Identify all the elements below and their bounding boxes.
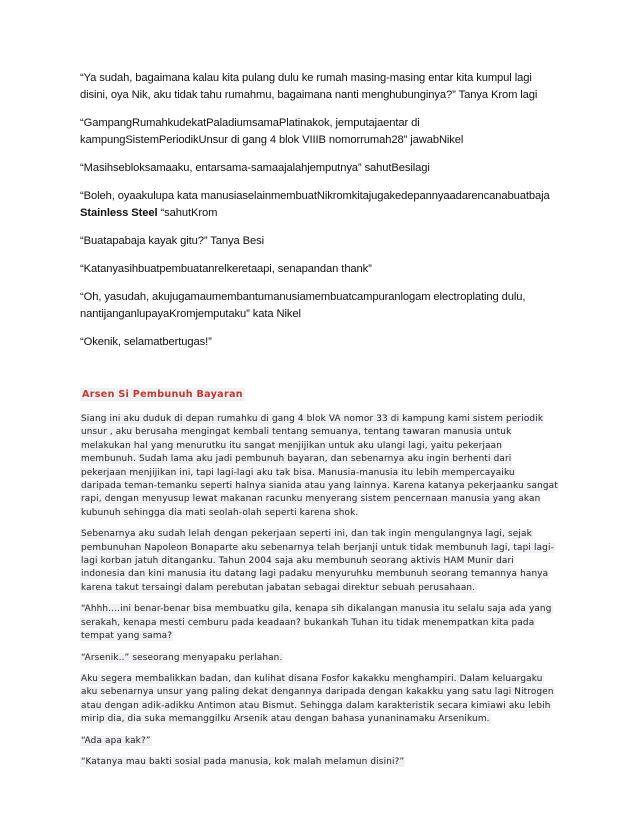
paragraph-5: “Buatapabaja kayak gitu?” Tanya Besi [80,235,265,247]
story-paragraph [80,603,558,643]
story-paragraph [80,413,558,520]
paragraph-4-bold: Stainless Steel [80,207,158,219]
paragraph-8: “Okenik, selamatbertugas!” [80,336,212,348]
document-page [80,70,558,777]
paragraph-4-tail: “sahutKrom [160,207,218,219]
story-paragraph-text: “Katanya mau bakti sosial pada manusia, kok malah melamun disini?” [81,756,405,767]
paragraph-4 [80,188,558,222]
story-paragraph-text: “Arsenik..” seseorang menyapaku perlahan. [81,652,283,663]
story-paragraph-text: “Ada apa kak?” [81,735,151,746]
paragraph-2: “GampangRumahkudekatPaladiumsamaPlatinakok, jemputajaentar di kampungSistemPeriodikUnsur di gang 4 blok VIIIB nomorrumah28” jawabNikel [80,117,464,146]
story-paragraph-text: Siang ini aku duduk di depan rumahku di gang 4 blok VA nomor 33 di kampung kami sistem periodik unsur , aku berusaha mengingat kembali tentang semuanya, tentang tawaran manusia untuk melakukan hal yang menurutku itu sangat menjijikan untuk aku ulangi lagi, yaitu pekerjaan membunuh. Sudah lama aku jadi pembunuh bayaran, dan sebenarnya aku ingin berhenti dari pekerjaan menjijikan ini, tapi lagi-lagi aku tak bisa. Manusia-manusia itu lebih mempercayaiku daripada teman-temanku seperti halnya sianida atau yang lainnya. Karena katanya pekerjaanku sangat rapi, dengan menyusup lewat makanan racunku menyerang sistem pencernaan manusia yang akan kubunuh sehingga dia mati seolah-olah seperti karena shok. [81,414,558,518]
story-paragraph-text: “Ahhh….ini benar-benar bisa membuatku gila, kenapa sih dikalangan manusia itu selalu saja ada yang serakah, kenapa mesti cemburu pada keadaan? bukankah Tuhan itu tidak menempatkan kita pada tempat yang sama? [81,604,552,642]
story-paragraph [80,756,558,769]
story-paragraph-text: Aku segera membalikkan badan, dan kulihat disana Fosfor kakakku menghampiri. Dalam keluargaku aku sebenarnya unsur yang paling dekat dengannya daripada dengan kakakku yang satu lagi Nitrogen atau dengan adik-adikku Antimon atau Bismut. Sehingga dalam karakteristik secara kimiawi aku lebih mirip dia, dia suka memanggilku Arsenik atau dengan bahasa yunaninamaku Arsenikum. [81,673,554,725]
paragraph-3: “Masihsebloksamaaku, entarsama-samaajalahjemputnya” sahutBesilagi [80,162,430,174]
story-title: Arsen Si Pembunuh Bayaran [82,389,243,400]
paragraph-1: “Ya sudah, bagaimana kalau kita pulang dulu ke rumah masing-masing entar kita kumpul lagi disini, oya Nik, aku tidak tahu rumahmu, bagaimana nanti menghubunginya?” Tanya Krom lagi [80,72,538,101]
dialogue-section [80,70,558,351]
story-paragraph [80,528,558,595]
story-paragraph [80,652,558,665]
paragraph-7: “Oh, yasudah, akujugamaumembantumanusiamembuatcampuranlogam electroplating dulu, nantijanganlupayaKromjemputaku” kata Nikel [80,291,526,320]
paragraph-6: “Katanyasihbuatpembuatanrelkeretaapi, senapandan thank” [80,263,372,275]
story-paragraph [80,673,558,727]
story-paragraph-text: Sebenarnya aku sudah lelah dengan pekerjaan seperti ini, dan tak ingin mengulangnya lagi, sejak pembunuhan Napoleon Bonaparte aku sebenarnya telah berjanji untuk tidak membunuh lagi, tapi lagi-lagi korban jatuh ditanganku. Tahun 2004 saja aku membunuh seorang aktivis HAM Munir dari indonesia dan kini manusia itu datang lagi padaku menyuruhku membunuh seorang temannya hanya karena takut tersaingi dalam perebutan jabatan sebagai direktur sebuah perusahaan. [81,529,554,593]
story-paragraph [80,735,558,748]
story-section [80,413,558,769]
paragraph-4-text: “Boleh, oyaakulupa kata manusiaselainmembuatNikromkitajugakedepannyaadarencanabuatbaja [80,190,550,202]
